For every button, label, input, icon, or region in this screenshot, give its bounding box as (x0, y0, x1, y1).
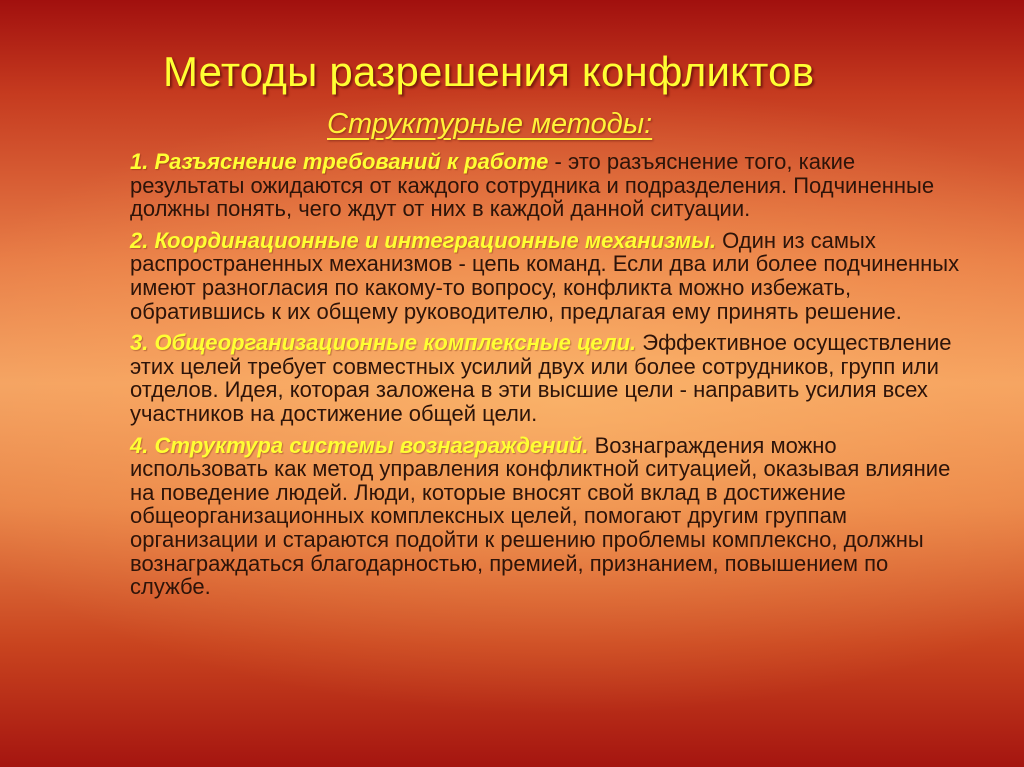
method-4-heading: 4. Структура системы вознаграждений. (130, 432, 589, 458)
slide-subtitle: Структурные методы: (327, 108, 653, 140)
method-4-text: Вознаграждения можно использовать как метод управления конфликтной ситуацией, оказывая влияние на поведение людей. Люди, которые вносят свой вклад в достижение общеорганизационных комплексных целей, помогают другим группам организации и стараются подойти к решению проблемы комплексно, должны вознаграждаться благодарностью, премией, признанием, повышением по службе. (130, 432, 951, 600)
method-item-2 (130, 229, 960, 323)
method-3-heading: 3. Общеорганизационные комплексные цели. (130, 330, 637, 356)
method-3-text: Эффективное осуществление этих целей требует совместных усилий двух или более сотрудников, групп или отделов. Идея, которая заложена в эти высшие цели - направить усилия всех участников на достижение общей цели. (130, 330, 952, 426)
method-item-1 (130, 150, 960, 221)
method-2-text: Один из самых распространенных механизмов - цепь команд. Если два или более подчиненных имеют разногласия по какому-то вопросу, конфликта можно избежать, обратившись к их общему руководителю, предлагая ему принять решение. (130, 227, 960, 324)
slide-title: Методы разрешения конфликтов (163, 48, 815, 95)
method-1-text: - это разъяснение того, какие результаты ожидаются от каждого сотрудника и подразделения. Подчиненные должны понять, чего ждут от них в каждой данной ситуации. (130, 149, 935, 222)
method-item-3 (130, 331, 960, 425)
methods-list (130, 150, 960, 599)
method-2-heading: 2. Координационные и интеграционные механизмы. (130, 227, 717, 253)
method-1-heading: 1. Разъяснение требований к работе (130, 149, 549, 174)
method-item-4 (130, 434, 960, 599)
